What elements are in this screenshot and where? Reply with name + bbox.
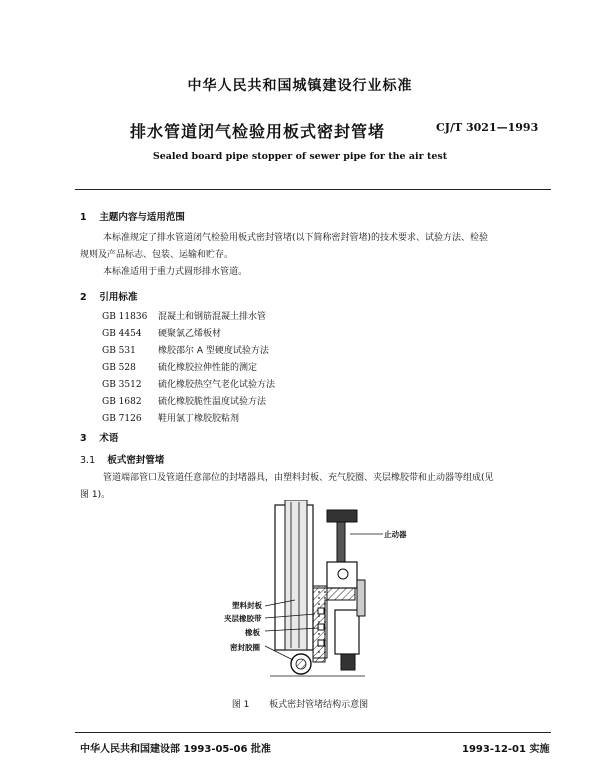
label-plastic-board: 塑料封板 [232,601,262,610]
reference-code: GB 1682 [102,397,142,407]
agency-heading: 中华人民共和国城镇建设行业标准 [187,78,413,94]
paragraph-line: 本标准规定了排水管道闭气检验用板式密封管堵(以下简称密封管堵)的技术要求、试验方法、检验 [103,233,489,243]
footer-divider [75,732,551,733]
reference-name: 混凝土和钢筋混凝土排水管 [158,312,267,322]
section-title: 术语 [99,433,119,444]
reference-item [102,377,275,394]
label-seal-ring: 密封胶圈 [230,643,260,652]
paragraph-line: 规则及产品标志、包装、运输和贮存。 [80,250,234,260]
section-3-body [80,470,550,504]
section-1-heading [80,209,185,223]
section-number: 1 [80,212,87,223]
reference-name: 鞋用氯丁橡胶胶粘剂 [158,414,240,424]
reference-name: 硫化橡胶脆性温度试验方法 [158,397,267,407]
section-number: 3 [80,433,87,444]
label-rubber-belt: 夹层橡胶带 [224,614,262,623]
reference-name: 硫化橡胶热空气老化试验方法 [158,380,276,390]
subsection-3-1-heading [80,452,164,466]
section-number: 2 [80,292,87,303]
section-title: 引用标准 [99,292,138,303]
effective-date: 1993-12-01 实施 [462,744,550,755]
reference-code: GB 11836 [102,312,148,322]
reference-list [102,309,275,428]
reference-item [102,326,275,343]
figure-caption [0,697,600,710]
subsection-title: 板式密封管堵 [107,455,165,466]
reference-item [102,394,275,411]
paragraph-line: 图 1)。 [80,490,111,500]
issued-date: 中华人民共和国建设部 1993-05-06 批准 [80,744,271,755]
reference-item [102,360,275,377]
reference-name: 硫化橡胶拉伸性能的测定 [158,363,258,373]
reference-code: GB 528 [102,363,136,373]
section-3-heading [80,430,118,444]
subsection-number: 3.1 [80,455,96,466]
section-1-body [80,230,550,281]
label-stopper: 止动器 [384,530,407,539]
reference-code: GB 3512 [102,380,142,390]
header-divider [75,189,551,190]
reference-code: GB 7126 [102,414,142,424]
english-title: Sealed board pipe stopper of sewer pipe for the air test [152,151,448,162]
reference-item [102,309,275,326]
paragraph-line: 本标准适用于重力式圆形排水管道。 [103,267,248,277]
section-title: 主题内容与适用范围 [99,212,185,223]
standard-title: 排水管道闭气检验用板式密封管堵 [130,122,386,141]
caption-number: 图 1 [231,700,250,710]
reference-code: GB 531 [102,346,136,356]
caption-text: 板式密封管堵结构示意图 [269,700,369,710]
reference-code: GB 4454 [102,329,142,339]
paragraph-line: 管道端部管口及管道任意部位的封堵器具，由塑料封板、充气胶圈、夹层橡胶带和止动器等组成(见 [103,473,494,483]
section-2-heading [80,289,137,303]
reference-name: 硬聚氯乙烯板材 [158,329,222,339]
standard-code: CJ/T 3021—1993 [436,121,539,134]
reference-item [102,343,275,360]
label-rubber-board: 橡板 [245,628,260,637]
reference-name: 橡胶邵尔 A 型硬度试验方法 [158,346,269,356]
plastic-board [275,500,313,650]
bolts [318,608,324,646]
reference-item [102,411,275,428]
